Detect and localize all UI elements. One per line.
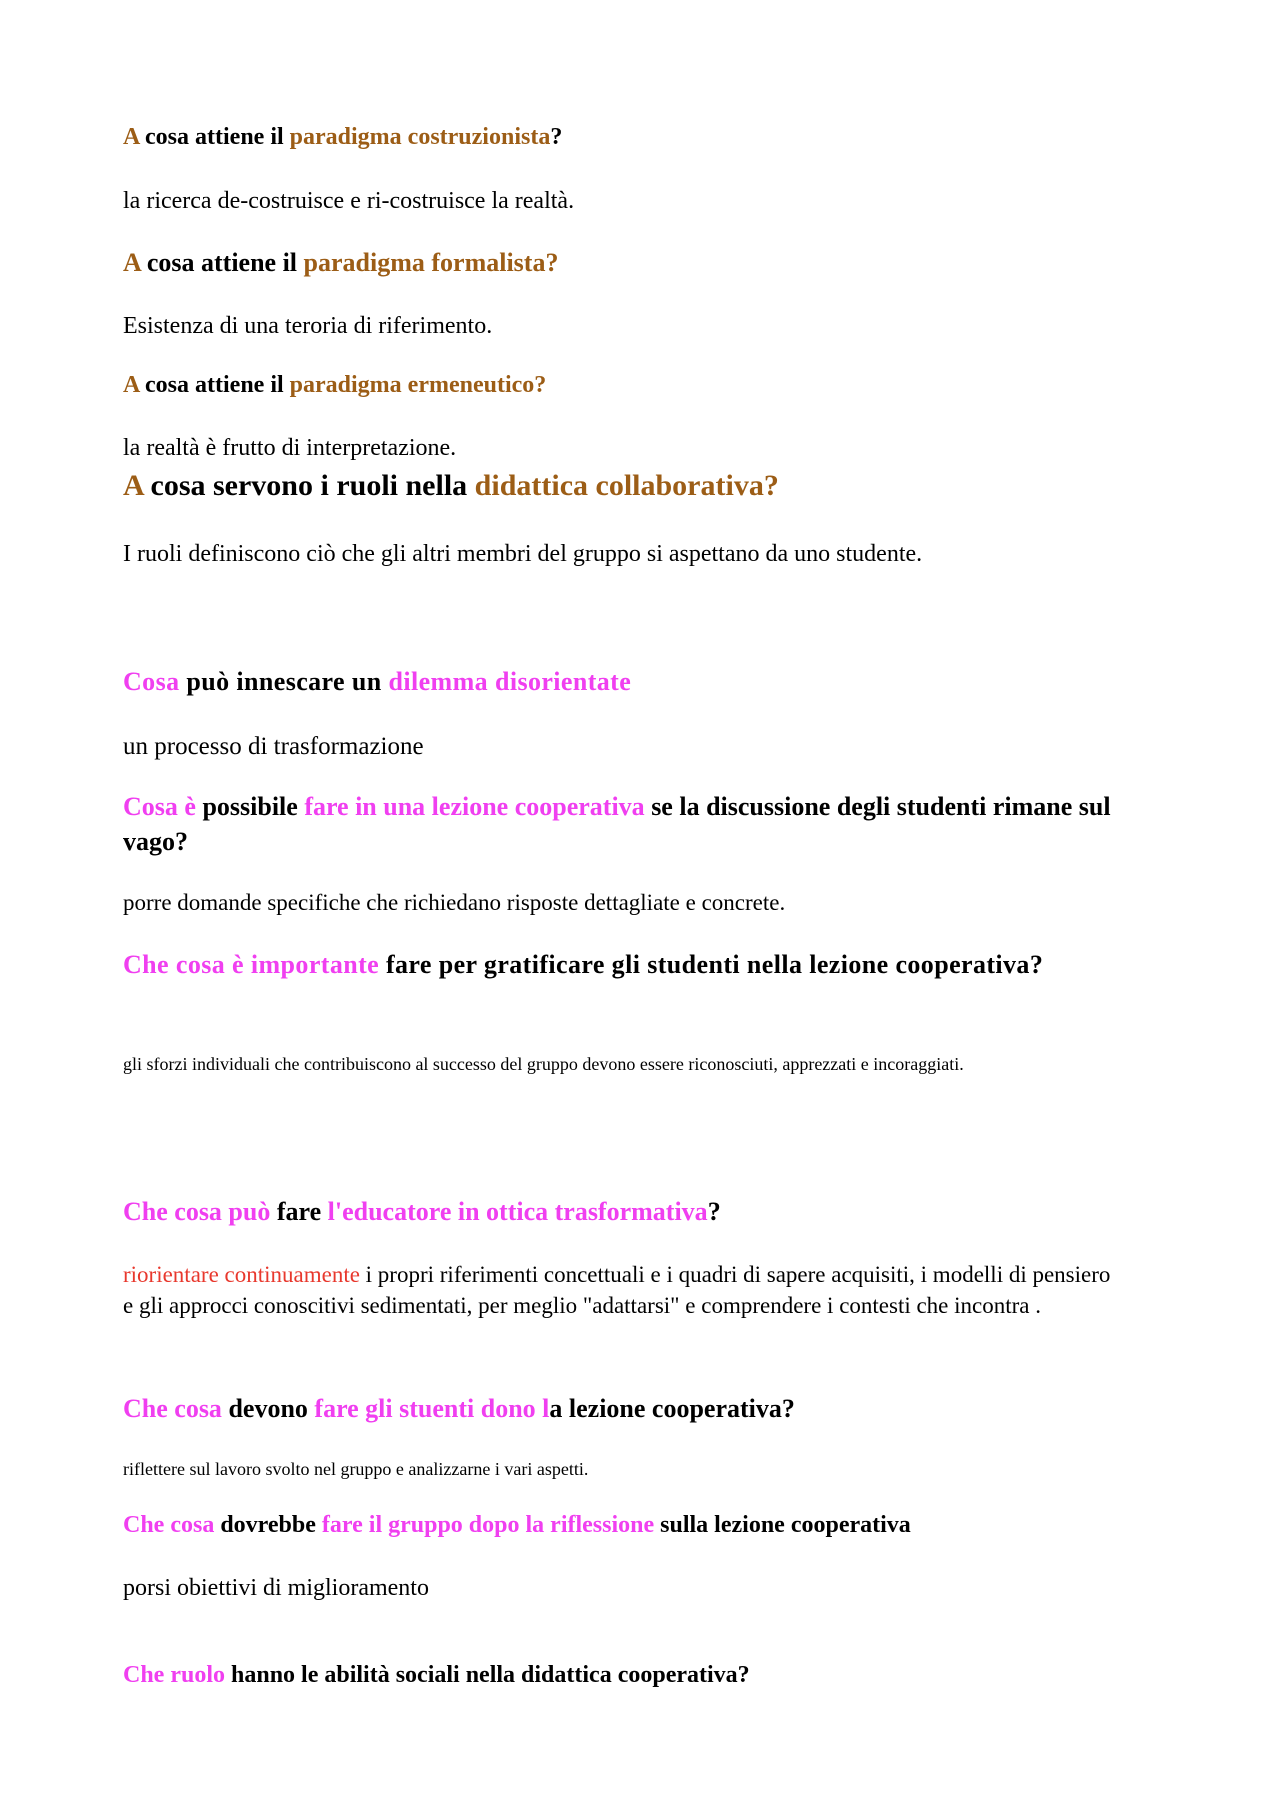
answer-paradigma-ermeneutico: la realtà è frutto di interpretazione.: [123, 435, 457, 461]
question-keyword: Che cosa può: [123, 1197, 271, 1226]
question-text: fare: [270, 1197, 328, 1226]
question-keyword: A: [123, 372, 140, 398]
answer-dilemma-disorientate: un processo di trasformazione: [123, 733, 424, 760]
question-text: cosa servono i ruoli nella: [143, 469, 475, 502]
question-text: dovrebbe: [214, 1512, 322, 1538]
question-text: se la discussione degli studenti rimane sul vago?: [123, 792, 1111, 856]
question-text: ?: [550, 124, 563, 150]
question-didattica-collaborativa: [123, 469, 1123, 503]
question-text: hanno le abilità sociali nella didattica cooperativa?: [225, 1662, 750, 1688]
question-text: cosa attiene il: [140, 248, 304, 277]
question-keyword: paradigma costruzionista: [289, 124, 551, 150]
question-discussione-sul-vago: [123, 790, 1123, 860]
question-text: cosa attiene il: [139, 372, 290, 398]
question-text: fare per gratificare gli studenti nella lezione cooperativa?: [379, 950, 1044, 979]
question-keyword: Che cosa: [123, 1394, 222, 1423]
question-text: può innescare un: [179, 667, 389, 696]
answer-paradigma-costruzionista: la ricerca de-costruisce e ri-costruisce la realtà.: [123, 188, 575, 214]
question-text: ?: [707, 1197, 721, 1226]
question-keyword: Cosa è: [123, 792, 196, 821]
question-keyword: Che ruolo: [123, 1662, 225, 1688]
question-keyword: fare in una lezione cooperativa: [304, 792, 645, 821]
question-abilita-sociali: [123, 1662, 1123, 1689]
question-paradigma-costruzionista: [123, 124, 1123, 151]
question-keyword: didattica collaborativa?: [474, 469, 779, 502]
question-dopo-lezione-cooperativa: [123, 1394, 1123, 1424]
answer-gruppo-dopo-riflessione: porsi obiettivi di miglioramento: [123, 1575, 429, 1601]
question-keyword: paradigma ermeneutico?: [289, 372, 547, 398]
answer-educatore-ottica-trasformativa: [123, 1260, 1123, 1322]
question-keyword: Che cosa è importante: [123, 950, 380, 979]
question-keyword: Che cosa: [123, 1512, 215, 1538]
answer-didattica-collaborativa: I ruoli definiscono ciò che gli altri membri del gruppo si aspettano da uno studente.: [123, 541, 923, 567]
question-keyword: A: [123, 469, 144, 502]
question-text: sulla lezione cooperativa: [654, 1512, 911, 1538]
answer-text: i propri riferimenti concettuali e i quadri di sapere acquisiti, i modelli di pensiero e gli approcci conoscitivi sedimentati, per meglio "adattarsi" e comprendere i contesti che incontra .: [123, 1262, 1111, 1318]
question-educatore-ottica-trasformativa: [123, 1197, 1123, 1227]
question-dilemma-disorientate: [123, 667, 1123, 697]
question-gruppo-dopo-riflessione: [123, 1512, 1123, 1539]
answer-discussione-sul-vago: porre domande specifiche che richiedano risposte dettagliate e concrete.: [123, 890, 786, 915]
question-keyword: fare gli stuenti dono l: [314, 1394, 550, 1423]
question-text: devono: [221, 1394, 315, 1423]
question-paradigma-formalista: [123, 248, 1123, 278]
question-text: a lezione cooperativa?: [549, 1394, 795, 1423]
question-keyword: A: [123, 248, 141, 277]
question-text: cosa attiene il: [139, 124, 290, 150]
answer-paradigma-formalista: Esistenza di una teroria di riferimento.: [123, 313, 493, 339]
question-keyword: l'educatore in ottica trasformativa: [327, 1197, 708, 1226]
answer-highlight: riorientare continuamente: [123, 1262, 360, 1287]
answer-gratificare-studenti: gli sforzi individuali che contribuiscono al successo del gruppo devono essere riconosciuti, apprezzati e incoraggiati.: [123, 1054, 964, 1074]
question-keyword: A: [123, 124, 140, 150]
question-text: possibile: [195, 792, 305, 821]
question-keyword: Cosa: [123, 667, 180, 696]
answer-dopo-lezione-cooperativa: riflettere sul lavoro svolto nel gruppo e analizzarne i vari aspetti.: [123, 1459, 589, 1479]
question-keyword: paradigma formalista?: [303, 248, 559, 277]
question-keyword: dilemma disorientate: [388, 667, 632, 696]
question-gratificare-studenti: [123, 948, 1123, 983]
question-paradigma-ermeneutico: [123, 372, 1123, 399]
question-keyword: fare il gruppo dopo la riflessione: [321, 1512, 655, 1538]
